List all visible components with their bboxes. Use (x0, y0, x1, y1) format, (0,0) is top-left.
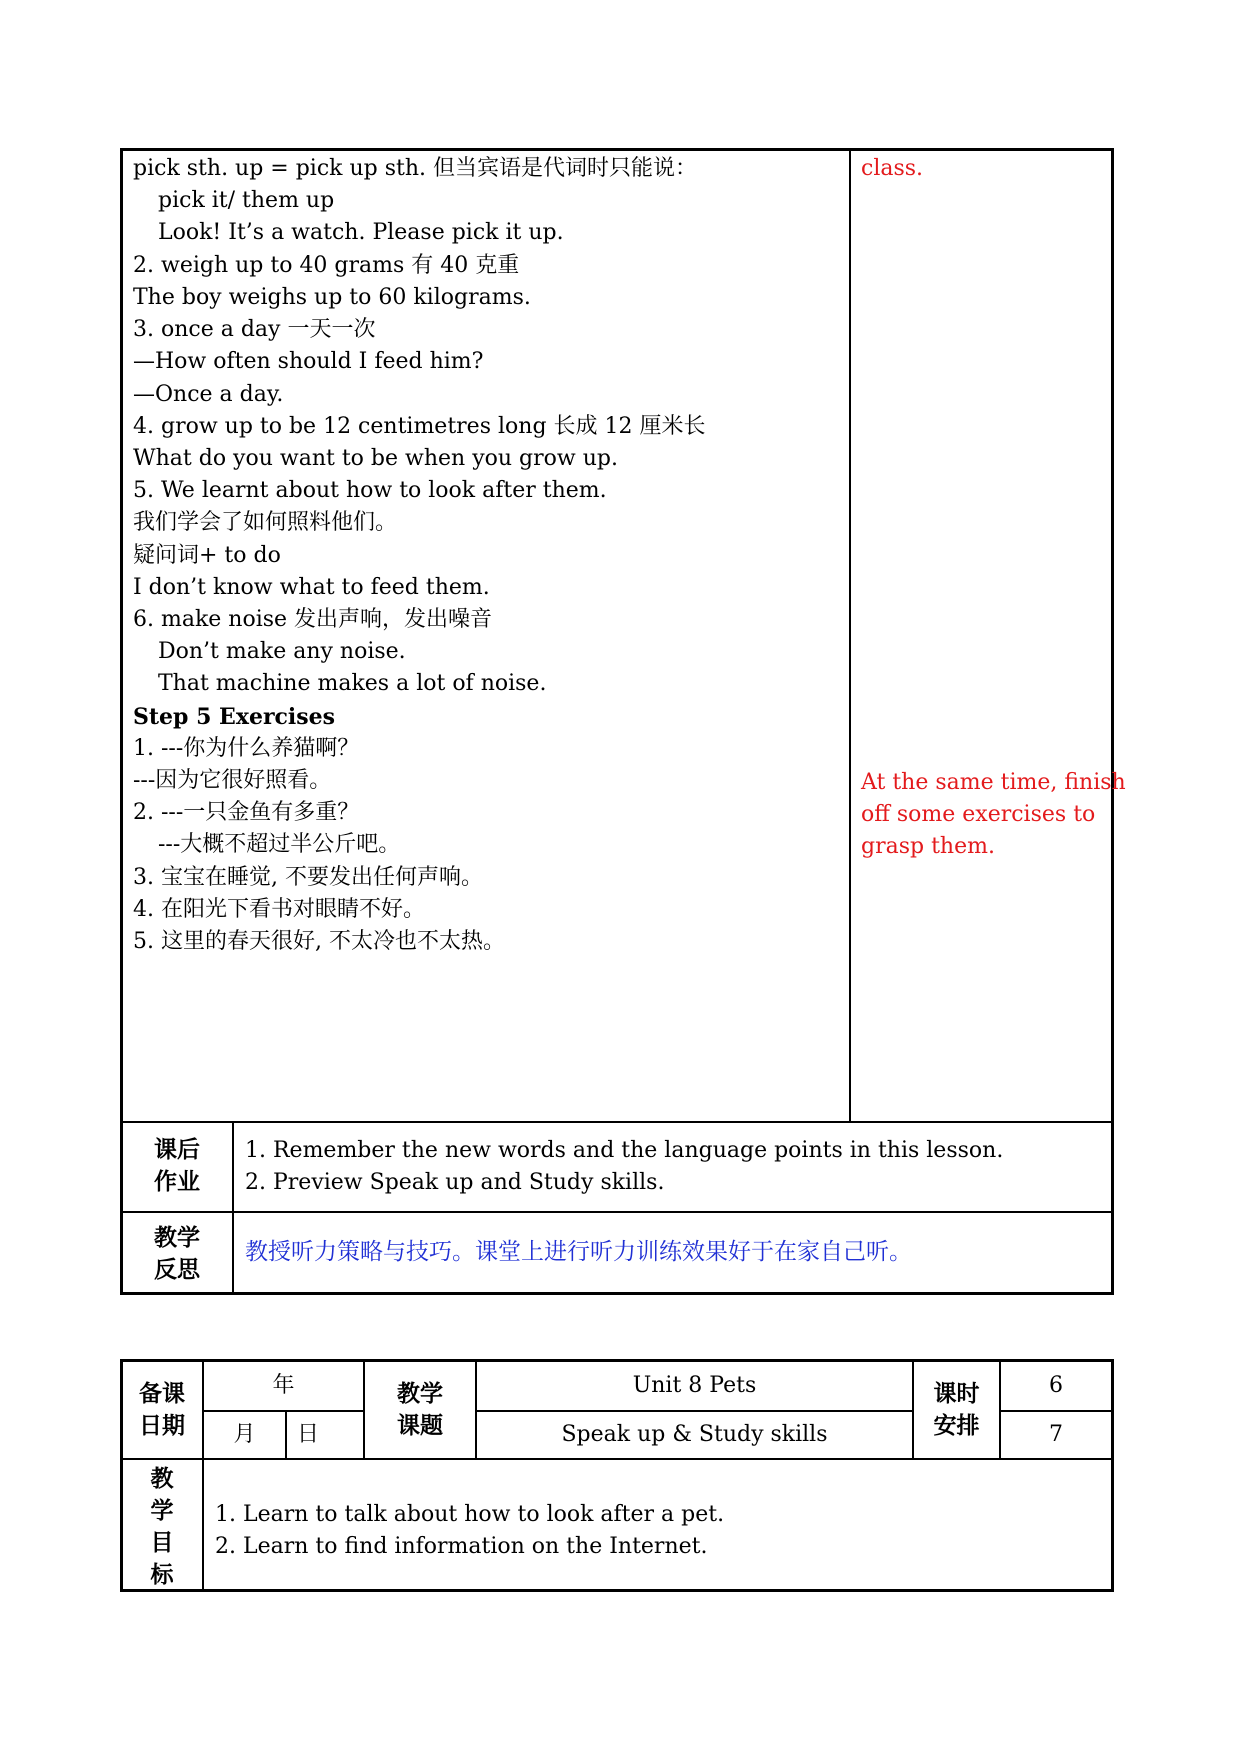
side-note-line: At the same time, finish (861, 770, 1126, 795)
exercise-line: 1. ---你为什么养猫啊？ (133, 736, 360, 761)
exercise-line: 5. 这里的春天很好, 不太冷也不太热。 (133, 929, 505, 954)
exercise-line: ---大概不超过半公斤吧。 (158, 832, 401, 857)
table-border-bottom (120, 1589, 1114, 1592)
content-line: 4. grow up to be 12 centimetres long 长成 12 厘米长 (133, 414, 706, 439)
content-line: —Once a day. (133, 382, 284, 407)
label-part: 课后 (154, 1136, 200, 1163)
content-line: —How often should I feed him? (133, 349, 484, 374)
label-column-divider (232, 1121, 234, 1294)
content-line: I don’t know what to feed them. (133, 575, 490, 600)
content-line: What do you want to be when you grow up. (133, 446, 618, 471)
period-current: 7 (1049, 1422, 1063, 1447)
content-line: 5. We learnt about how to look after them. (133, 478, 607, 503)
reflection-label (122, 1222, 232, 1286)
month-cell: 月 (233, 1422, 256, 1447)
label-part: 目 (150, 1529, 174, 1556)
exercise-line: 4. 在阳光下看书对眼睛不好。 (133, 897, 425, 922)
prep-date-label (122, 1378, 202, 1442)
year-cell: 年 (272, 1373, 295, 1398)
row-divider (120, 1211, 1114, 1213)
content-line: The boy weighs up to 60 kilograms. (133, 285, 531, 310)
label-part: 安排 (933, 1412, 980, 1439)
row-divider (202, 1410, 364, 1412)
row-divider (475, 1410, 913, 1412)
label-part: 作业 (154, 1168, 200, 1195)
content-line: 疑问词+ to do (133, 543, 281, 568)
period-label (914, 1378, 999, 1442)
unit-title: Unit 8 Pets (632, 1373, 757, 1398)
topic-label (365, 1378, 475, 1442)
label-part: 课时 (933, 1380, 980, 1407)
exercise-line: 2. ---一只金鱼有多重？ (133, 800, 360, 825)
row-divider (120, 1458, 1114, 1460)
exercise-line: 3. 宝宝在睡觉, 不要发出任何声响。 (133, 865, 483, 890)
label-part: 课题 (397, 1412, 443, 1439)
homework-item: 2. Preview Speak up and Study skills. (245, 1170, 665, 1195)
label-part: 标 (150, 1561, 174, 1588)
content-line: pick sth. up = pick up sth. 但当宾语是代词时只能说： (133, 156, 698, 181)
table-border-top (120, 1359, 1114, 1362)
label-part: 日期 (139, 1412, 185, 1439)
column-divider (849, 148, 851, 1122)
goal-item: 2. Learn to find information on the Internet. (215, 1534, 708, 1559)
content-line: 我们学会了如何照料他们。 (133, 510, 398, 535)
content-line: pick it/ them up (158, 188, 335, 213)
content-line: 6. make noise 发出声响，发出噪音 (133, 607, 493, 632)
label-part: 学 (150, 1497, 174, 1524)
reflection-text: 教授听力策略与技巧。课堂上进行听力训练效果好于在家自己听。 (245, 1239, 912, 1265)
label-part: 反思 (154, 1256, 200, 1283)
table-border-bottom (120, 1292, 1114, 1295)
label-part: 教学 (397, 1380, 443, 1407)
section-heading: Step 5 Exercises (133, 704, 336, 730)
content-line: That machine makes a lot of noise. (158, 671, 547, 696)
content-line: 2. weigh up to 40 grams 有 40 克重 (133, 253, 520, 278)
table-border-top (120, 148, 1114, 151)
period-total: 6 (1049, 1373, 1063, 1398)
label-part: 教 (150, 1465, 174, 1492)
label-part: 教学 (154, 1224, 200, 1251)
goal-item: 1. Learn to talk about how to look after a pet. (215, 1502, 725, 1527)
side-note-line: off some exercises to (861, 802, 1096, 827)
goals-label (122, 1463, 202, 1591)
side-note-line: grasp them. (861, 834, 995, 859)
homework-item: 1. Remember the new words and the language points in this lesson. (245, 1138, 1004, 1163)
content-line: 3. once a day 一天一次 (133, 317, 376, 342)
row-divider (999, 1410, 1113, 1412)
content-line: Don’t make any noise. (158, 639, 406, 664)
label-part: 备课 (139, 1380, 185, 1407)
side-note-top: class. (861, 156, 924, 181)
homework-label (122, 1134, 232, 1198)
row-divider (120, 1121, 1114, 1123)
col-divider (285, 1411, 287, 1460)
day-cell: 日 (297, 1422, 320, 1447)
lesson-title: Speak up & Study skills (561, 1422, 828, 1447)
exercise-line: ---因为它很好照看。 (133, 768, 332, 793)
table-border-right (1111, 1359, 1114, 1592)
content-line: Look! It’s a watch. Please pick it up. (158, 220, 564, 245)
